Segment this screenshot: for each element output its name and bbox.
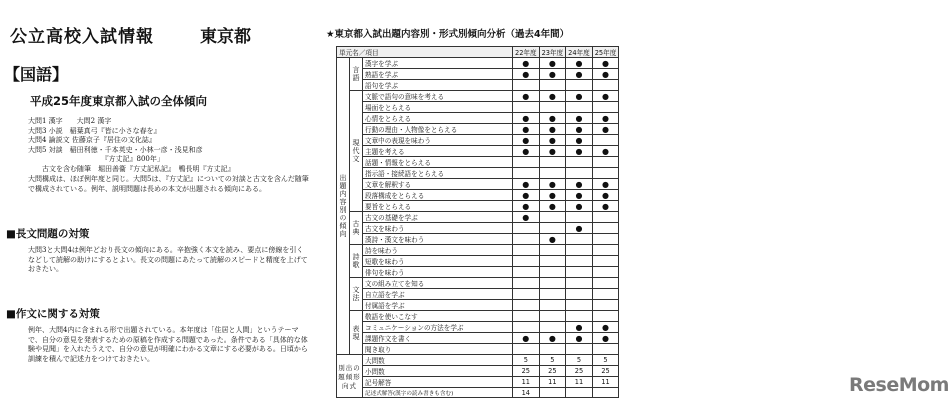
row-label: 記述式解答(漢字の読み書きも含む) [363, 388, 513, 398]
row-label: 文章を解釈する [363, 179, 513, 190]
year-mark [592, 344, 619, 355]
year-mark: ● [513, 201, 540, 212]
year-mark: ● [539, 190, 566, 201]
year-mark: ● [539, 113, 566, 124]
table-row [337, 102, 619, 113]
year-mark [566, 102, 593, 113]
year-mark [566, 278, 593, 289]
year-mark: ● [592, 124, 619, 135]
year-mark [513, 278, 540, 289]
table-row [337, 322, 619, 333]
row-label: 行動の理由・人物像をとらえる [363, 124, 513, 135]
table-row [337, 168, 619, 179]
year-mark [566, 289, 593, 300]
year-mark [592, 300, 619, 311]
table-row [337, 91, 619, 102]
year-mark [513, 322, 540, 333]
table-row [337, 212, 619, 223]
year-mark: ● [592, 113, 619, 124]
year-mark: ● [539, 333, 566, 344]
year-mark [592, 223, 619, 234]
row-label: 課題作文を書く [363, 333, 513, 344]
table-row [337, 113, 619, 124]
group-label: 現代文 [350, 91, 363, 212]
year-mark [592, 80, 619, 91]
table-row [337, 278, 619, 289]
year-mark: ● [566, 113, 593, 124]
subject-heading: 【国語】 [4, 65, 69, 84]
form-side-label: 別出の題傾形向式 [337, 355, 363, 398]
year-mark [513, 223, 540, 234]
year-mark: ● [539, 179, 566, 190]
year-value [592, 388, 619, 398]
year-mark: ● [566, 135, 593, 146]
year-mark [566, 267, 593, 278]
year-mark: ● [539, 124, 566, 135]
year-mark [539, 212, 566, 223]
row-label: 漢詩・漢文を味わう [363, 234, 513, 245]
row-label: 自立語を学ぶ [363, 289, 513, 300]
year-mark [566, 212, 593, 223]
year-value: 11 [566, 377, 593, 388]
year-mark: ● [539, 146, 566, 157]
question-line: 大問4 論説文 佐藤京子『居住の文化誌』 [28, 136, 156, 144]
year-value [539, 388, 566, 398]
row-label: 熟語を学ぶ [363, 69, 513, 80]
year-mark [513, 168, 540, 179]
year-mark [513, 245, 540, 256]
year-mark [513, 80, 540, 91]
row-label: 文脈で語句の意味を考える [363, 91, 513, 102]
row-label: コミュニケーションの方法を学ぶ [363, 322, 513, 333]
table-row [337, 223, 619, 234]
year-mark [513, 289, 540, 300]
year-mark: ● [566, 179, 593, 190]
table-row [337, 267, 619, 278]
year-mark [539, 344, 566, 355]
year-mark: ● [513, 212, 540, 223]
year-mark: ● [513, 69, 540, 80]
year-mark [566, 168, 593, 179]
group-label: 表現 [350, 311, 363, 355]
year-mark: ● [592, 333, 619, 344]
year-mark: ● [539, 234, 566, 245]
table-row [337, 333, 619, 344]
year-header: 22年度 [513, 47, 540, 58]
year-mark [539, 245, 566, 256]
year-value: 5 [539, 355, 566, 366]
year-mark: ● [513, 135, 540, 146]
year-mark: ● [592, 190, 619, 201]
row-label: 段落構成をとらえる [363, 190, 513, 201]
year-mark: ● [592, 201, 619, 212]
year-mark: ● [566, 146, 593, 157]
analysis-table [336, 46, 619, 398]
question-line: 『方丈記』800年」 [28, 155, 164, 163]
row-label: 敬語を使いこなす [363, 311, 513, 322]
group-label: 文法 [350, 278, 363, 311]
year-mark: ● [566, 201, 593, 212]
year-value [566, 388, 593, 398]
row-label: 聞き取り [363, 344, 513, 355]
table-row [337, 146, 619, 157]
year-mark: ● [592, 91, 619, 102]
year-mark [539, 289, 566, 300]
table-row [337, 157, 619, 168]
content-side-label: 出題内容別の傾向 [337, 58, 350, 355]
row-label: 記号解答 [363, 377, 513, 388]
row-label: 俳句を味わう [363, 267, 513, 278]
year-mark [513, 300, 540, 311]
row-label: 付属語を学ぶ [363, 300, 513, 311]
year-mark [592, 278, 619, 289]
year-mark [539, 311, 566, 322]
year-mark [566, 157, 593, 168]
year-mark [539, 267, 566, 278]
group-label: 古典 [350, 212, 363, 245]
table-row [337, 344, 619, 355]
table-row [337, 80, 619, 91]
year-mark [539, 256, 566, 267]
year-mark [513, 344, 540, 355]
group-label: 詩歌 [350, 245, 363, 278]
year-mark [539, 300, 566, 311]
year-mark [566, 256, 593, 267]
table-row [337, 124, 619, 135]
year-mark: ● [539, 135, 566, 146]
year-mark: ● [513, 146, 540, 157]
year-mark: ● [592, 322, 619, 333]
form-row [337, 355, 619, 366]
row-label: 文章中の表現を味わう [363, 135, 513, 146]
year-mark: ● [513, 113, 540, 124]
year-mark [592, 245, 619, 256]
year-mark [592, 157, 619, 168]
table-row [337, 234, 619, 245]
year-mark [592, 234, 619, 245]
row-label: 文の組み立てを知る [363, 278, 513, 289]
year-mark [592, 311, 619, 322]
year-mark: ● [539, 69, 566, 80]
year-mark [566, 300, 593, 311]
year-mark [539, 223, 566, 234]
year-value: 25 [513, 366, 540, 377]
table-row [337, 201, 619, 212]
row-label: 漢字を学ぶ [363, 58, 513, 69]
year-value: 5 [592, 355, 619, 366]
long-section-text: 大問3と大問4は例年どおり長文の傾向にある。辛抱強く本文を読み、要点に傍線を引くなどして読解の助けにするとよい。長文の問題にあたって読解のスピードと精度を上げておきたい。 [28, 246, 308, 273]
year-value: 11 [513, 377, 540, 388]
year-header: 23年度 [539, 47, 566, 58]
year-value: 5 [566, 355, 593, 366]
year-mark [513, 311, 540, 322]
form-row [337, 388, 619, 398]
year-mark [539, 278, 566, 289]
row-label: 詩を味わう [363, 245, 513, 256]
table-row [337, 289, 619, 300]
year-mark: ● [566, 69, 593, 80]
overview-title: 平成25年度東京都入試の全体傾向 [30, 94, 208, 108]
year-mark [513, 102, 540, 113]
year-mark: ● [566, 223, 593, 234]
year-mark: ● [566, 91, 593, 102]
year-value: 11 [539, 377, 566, 388]
row-label: 古文を味わう [363, 223, 513, 234]
year-value: 11 [592, 377, 619, 388]
question-line: 大問5 対談 稲田利徳・千本英史・小林一彦・浅見和彦 [28, 145, 203, 154]
right-column [326, 0, 949, 409]
table-row [337, 69, 619, 80]
year-mark: ● [566, 322, 593, 333]
year-mark [566, 245, 593, 256]
table-row [337, 256, 619, 267]
year-mark [513, 256, 540, 267]
row-label: 小問数 [363, 366, 513, 377]
year-mark: ● [566, 333, 593, 344]
table-row [337, 58, 619, 69]
year-mark [566, 344, 593, 355]
year-mark: ● [539, 91, 566, 102]
question-line: 大問1 漢字 大問2 漢字 [28, 117, 112, 125]
resemom-logo: ReseMom [849, 374, 949, 396]
year-mark [513, 234, 540, 245]
row-label: 古文の基礎を学ぶ [363, 212, 513, 223]
row-label: 話題・情報をとらえる [363, 157, 513, 168]
row-label: 指示語・接続語をとらえる [363, 168, 513, 179]
group-label: 言語 [350, 58, 363, 91]
region-title: 東京都 [200, 27, 251, 47]
year-mark: ● [592, 146, 619, 157]
row-label: 心情をとらえる [363, 113, 513, 124]
year-mark: ● [592, 58, 619, 69]
year-mark [513, 267, 540, 278]
year-value: 14 [513, 388, 540, 398]
year-header: 25年度 [592, 47, 619, 58]
year-mark: ● [592, 69, 619, 80]
year-mark: ● [513, 58, 540, 69]
table-row [337, 245, 619, 256]
year-value: 25 [592, 366, 619, 377]
question-line: 大問3 小説 稲葉真弓『皆に小さな春を』 [28, 126, 161, 135]
table-header-row [337, 47, 619, 58]
year-value: 25 [539, 366, 566, 377]
year-mark [592, 168, 619, 179]
year-mark: ● [539, 201, 566, 212]
year-mark [539, 322, 566, 333]
analysis-title: ★東京都入試出題内容別・形式別傾向分析（過去4年間） [326, 29, 570, 40]
table-row [337, 300, 619, 311]
essay-section-title: ■作文に関する対策 [6, 308, 100, 320]
row-label: 短歌を味わう [363, 256, 513, 267]
long-section-title: ■長文問題の対策 [6, 228, 90, 240]
year-mark [539, 80, 566, 91]
year-mark [592, 256, 619, 267]
year-mark [592, 102, 619, 113]
form-row [337, 366, 619, 377]
question-line: 古文を含む随筆 堀田善衞『方丈記私記』 鴨長明『方丈記』 [28, 164, 235, 173]
row-label: 要旨をとらえる [363, 201, 513, 212]
year-value: 5 [513, 355, 540, 366]
year-mark: ● [566, 124, 593, 135]
year-mark [566, 311, 593, 322]
table-row [337, 135, 619, 146]
year-mark: ● [513, 333, 540, 344]
year-mark: ● [539, 58, 566, 69]
year-header: 24年度 [566, 47, 593, 58]
year-mark: ● [513, 124, 540, 135]
unit-column-header: 単元名／項目 [337, 47, 513, 58]
year-value: 25 [566, 366, 593, 377]
year-mark: ● [513, 91, 540, 102]
year-mark [592, 289, 619, 300]
page-title: 公立高校入試情報 [10, 27, 154, 47]
year-mark: ● [513, 190, 540, 201]
year-mark [592, 135, 619, 146]
year-mark: ● [566, 190, 593, 201]
year-mark [592, 267, 619, 278]
year-mark [566, 80, 593, 91]
left-column [0, 0, 318, 409]
year-mark [539, 102, 566, 113]
year-mark [566, 234, 593, 245]
year-mark [592, 212, 619, 223]
year-mark: ● [566, 58, 593, 69]
form-row [337, 377, 619, 388]
table-row [337, 190, 619, 201]
row-label: 大問数 [363, 355, 513, 366]
year-mark [513, 157, 540, 168]
row-label: 語句を学ぶ [363, 80, 513, 91]
overview-text: 大問構成は、ほぼ例年度と同じ。大問5は、『方丈記』についての対談と古文を含んだ随筆で構成されている。例年、説明問題は長めの本文が出題される傾向にある。 [28, 175, 309, 193]
year-mark: ● [513, 179, 540, 190]
row-label: 主題を考える [363, 146, 513, 157]
table-row [337, 311, 619, 322]
year-mark: ● [592, 179, 619, 190]
table-row [337, 179, 619, 190]
row-label: 場面をとらえる [363, 102, 513, 113]
essay-section-text: 例年、大問4内に含まれる形で出題されている。本年度は「住居と人間」というテーマで、自分の意見を発表するための原稿を作成する問題であった。条件である「具体的な体験や見聞」を入れたうえで、自分の意見が明確にわかる文章にする必要がある。日頃から訓練を積んで記述力をつけておきたい。 [28, 326, 308, 363]
year-mark [539, 168, 566, 179]
year-mark [539, 157, 566, 168]
